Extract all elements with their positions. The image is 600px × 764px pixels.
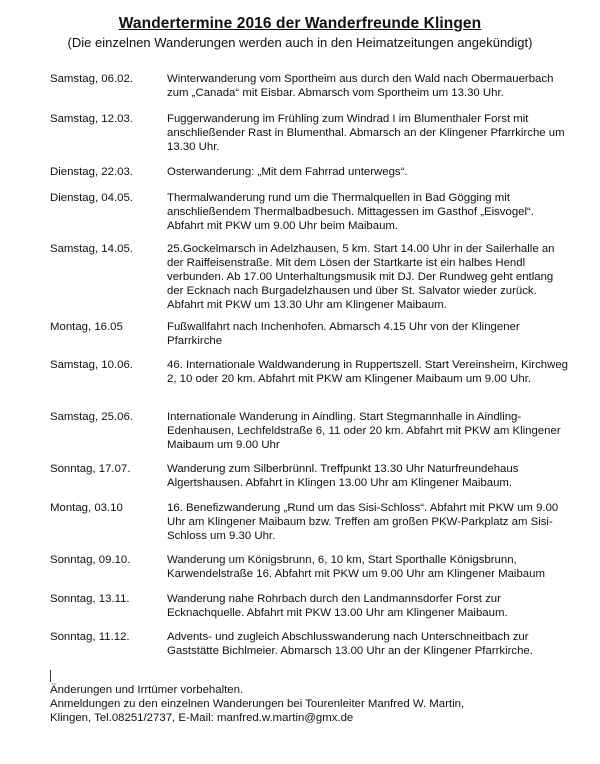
entry-description: Internationale Wanderung in Aindling. Start Stegmannhalle in Aindling-Edenhausen, Lechfeldstraße 6, 11 oder 20 km. Abfahrt mit PKW am Klingener Maibaum um 9.00 Uhr bbox=[167, 411, 561, 451]
entry-date: Dienstag, 22.03. bbox=[50, 166, 133, 178]
entry-description: Fuggerwanderung im Frühling zum Windrad I im Blumenthaler Forst mit anschließender Rast in Blumenthal. Abmarsch an der Klingener Pfarrkirche um 13.30 Uhr. bbox=[167, 113, 565, 153]
entry-date: Samstag, 25.06. bbox=[50, 411, 133, 423]
page-subtitle: (Die einzelnen Wanderungen werden auch in den Heimatzeitungen angekündigt) bbox=[67, 35, 533, 50]
page-title: Wandertermine 2016 der Wanderfreunde Klingen bbox=[118, 15, 482, 32]
entry-description: Osterwanderung: „Mit dem Fahrrad unterwegs“. bbox=[167, 166, 408, 178]
entry-description: 46. Internationale Waldwanderung in Ruppertszell. Start Vereinsheim, Kirchweg 2, 10 oder 20 km. Abfahrt mit PKW am Klingener Maibaum um 9.00 Uhr. bbox=[167, 359, 568, 385]
footer-contact: Klingen, Tel.08251/2737, E-Mail: manfred.w.martin@gmx.de bbox=[50, 712, 354, 724]
entry-description: 25.Gockelmarsch in Adelzhausen, 5 km. Start 14.00 Uhr in der Sailerhalle an der Raiffeisenstraße. Mit dem Lösen der Startkarte ist ein halbes Hendl verbunden. Ab 17.00 Unterhaltungsmusik mit DJ. Der Rundweg geht entlang der Ecknach nach Burgadelzhausen und über St. Salvator wieder zurück. Abfahrt mit PKW um 13.30 Uhr am Klingener Maibaum. bbox=[167, 243, 555, 311]
entry-description: Wanderung um Königsbrunn, 6, 10 km, Start Sporthalle Königsbrunn, Karwendelstraße 16. Abfahrt mit PKW um 9.00 Uhr am Klingener Maibaum bbox=[167, 554, 545, 580]
entry-date: Samstag, 10.06. bbox=[50, 359, 133, 371]
entry-date: Montag, 16.05 bbox=[50, 321, 123, 333]
entry-date: Montag, 03.10 bbox=[50, 502, 123, 514]
entry-description: Winterwanderung vom Sportheim aus durch den Wald nach Obermauerbach zum „Canada“ mit Eisbar. Abmarsch vom Sportheim um 13.30 Uhr. bbox=[167, 73, 554, 99]
entry-description: Thermalwanderung rund um die Thermalquellen in Bad Gögging mit anschließendem Thermalbadbesuch. Mittagessen im Gasthof „Eisvogel“. Abfahrt mit PKW um 9.00 Uhr beim Maibaum. bbox=[167, 192, 534, 232]
text-cursor bbox=[50, 670, 51, 682]
entry-date: Samstag, 12.03. bbox=[50, 113, 133, 125]
footer-disclaimer: Änderungen und Irrtümer vorbehalten. bbox=[50, 684, 244, 696]
entry-date: Samstag, 06.02. bbox=[50, 73, 133, 85]
entry-date: Dienstag, 04.05. bbox=[50, 192, 133, 204]
entry-date: Sonntag, 09.10. bbox=[50, 554, 131, 566]
footer-notes bbox=[50, 683, 570, 725]
entry-date: Sonntag, 13.11. bbox=[50, 593, 130, 605]
entry-description: Wanderung zum Silberbrünnl. Treffpunkt 13.30 Uhr Naturfreundehaus Algertshausen. Abfahrt in Klingen 13.00 Uhr am Klingener Maibaum. bbox=[167, 463, 519, 489]
footer-registration: Anmeldungen zu den einzelnen Wanderungen bei Tourenleiter Manfred W. Martin, bbox=[50, 698, 465, 710]
entry-date: Sonntag, 11.12. bbox=[50, 631, 130, 643]
entry-description: Wanderung nahe Rohrbach durch den Landmannsdorfer Forst zur Ecknachquelle. Abfahrt mit PKW 13.00 Uhr am Klingener Maibaum. bbox=[167, 593, 508, 619]
entry-description: 16. Benefizwanderung „Rund um das Sisi-Schloss“. Abfahrt mit PKW um 9.00 Uhr am Klingener Maibaum bzw. Treffen am großen PKW-Parkplatz am Sisi-Schloss um 9.30 Uhr. bbox=[167, 502, 559, 542]
entry-description: Advents- und zugleich Abschlusswanderung nach Unterschneitbach zur Gaststätte Bichlmeier. Abmarsch 13.00 Uhr an der Klingener Pfarrkirche. bbox=[167, 631, 533, 657]
entry-description: Fußwallfahrt nach Inchenhofen. Abmarsch 4.15 Uhr von der Klingener Pfarrkirche bbox=[167, 321, 520, 347]
entry-date: Samstag, 14.05. bbox=[50, 243, 133, 255]
entry-date: Sonntag, 17.07. bbox=[50, 463, 131, 475]
